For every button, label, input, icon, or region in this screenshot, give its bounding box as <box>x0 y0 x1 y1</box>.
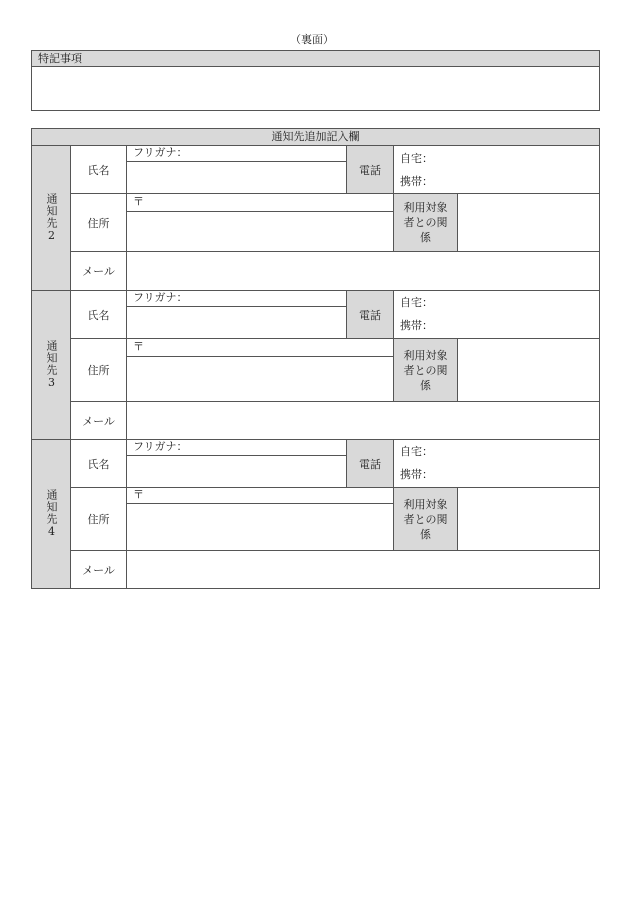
relation-label: 利用対象者との関係 <box>393 193 458 252</box>
contact-4-address-field[interactable] <box>126 503 394 551</box>
contact-2-home-phone-field[interactable] <box>400 152 590 166</box>
contact-2-postal-field[interactable] <box>126 193 394 212</box>
contact-heading: 通知先3 <box>45 340 58 390</box>
home-phone-label: 自宅： <box>400 152 433 165</box>
contact-4-email-field[interactable] <box>126 550 600 589</box>
mobile-phone-label: 携帯： <box>400 319 433 332</box>
mobile-phone-label: 携帯： <box>400 175 433 188</box>
notes-box <box>31 50 600 111</box>
contact-table-title: 通知先追加記入欄 <box>31 128 600 146</box>
contact-4-postal-field[interactable] <box>126 487 394 504</box>
address-label: 住所 <box>70 193 127 252</box>
contact-3-address-field[interactable] <box>126 356 394 402</box>
email-label: メール <box>70 401 127 440</box>
phone-label: 電話 <box>346 145 394 194</box>
contact-2-name-field[interactable] <box>126 161 347 194</box>
mobile-phone-label: 携帯： <box>400 468 433 481</box>
contact-4-mobile-phone-field[interactable] <box>400 468 590 482</box>
notes-label: 特記事項 <box>32 51 599 67</box>
address-label: 住所 <box>70 487 127 551</box>
phone-cell <box>393 439 600 488</box>
relation-label: 利用対象者との関係 <box>393 487 458 551</box>
postal-mark: 〒 <box>133 195 144 208</box>
phone-cell <box>393 290 600 339</box>
home-phone-label: 自宅： <box>400 296 433 309</box>
email-label: メール <box>70 251 127 291</box>
contact-heading: 通知先2 <box>45 193 58 243</box>
name-label: 氏名 <box>70 145 127 194</box>
contact-heading-cell <box>31 145 71 291</box>
address-label: 住所 <box>70 338 127 402</box>
contact-3-mobile-phone-field[interactable] <box>400 319 590 333</box>
contact-4-home-phone-field[interactable] <box>400 445 590 459</box>
contact-heading-cell <box>31 290 71 440</box>
contact-3-email-field[interactable] <box>126 401 600 440</box>
postal-mark: 〒 <box>133 488 144 501</box>
furigana-label: フリガナ： <box>133 440 188 453</box>
furigana-label: フリガナ： <box>133 291 188 304</box>
email-label: メール <box>70 550 127 589</box>
contact-block-4 <box>31 439 600 589</box>
contact-2-address-field[interactable] <box>126 211 394 252</box>
phone-cell <box>393 145 600 194</box>
phone-label: 電話 <box>346 290 394 339</box>
contact-2-email-field[interactable] <box>126 251 600 291</box>
contact-2-mobile-phone-field[interactable] <box>400 175 590 189</box>
contact-heading-cell <box>31 439 71 589</box>
name-label: 氏名 <box>70 290 127 339</box>
postal-mark: 〒 <box>133 340 144 353</box>
contact-4-relation-field[interactable] <box>457 487 600 551</box>
contact-2-relation-field[interactable] <box>457 193 600 252</box>
contact-3-relation-field[interactable] <box>457 338 600 402</box>
notes-field[interactable] <box>32 67 599 110</box>
furigana-label: フリガナ： <box>133 146 188 159</box>
phone-label: 電話 <box>346 439 394 488</box>
contact-heading: 通知先4 <box>45 489 58 539</box>
contact-2-furigana-field[interactable] <box>126 145 347 162</box>
contact-4-furigana-field[interactable] <box>126 439 347 456</box>
contact-3-furigana-field[interactable] <box>126 290 347 307</box>
contact-3-home-phone-field[interactable] <box>400 296 590 310</box>
contact-block-3 <box>31 290 600 440</box>
name-label: 氏名 <box>70 439 127 488</box>
contact-3-postal-field[interactable] <box>126 338 394 357</box>
page-side-label: （裏面） <box>290 33 334 46</box>
contact-block-2 <box>31 145 600 291</box>
relation-label: 利用対象者との関係 <box>393 338 458 402</box>
contact-4-name-field[interactable] <box>126 455 347 488</box>
contact-3-name-field[interactable] <box>126 306 347 339</box>
home-phone-label: 自宅： <box>400 445 433 458</box>
